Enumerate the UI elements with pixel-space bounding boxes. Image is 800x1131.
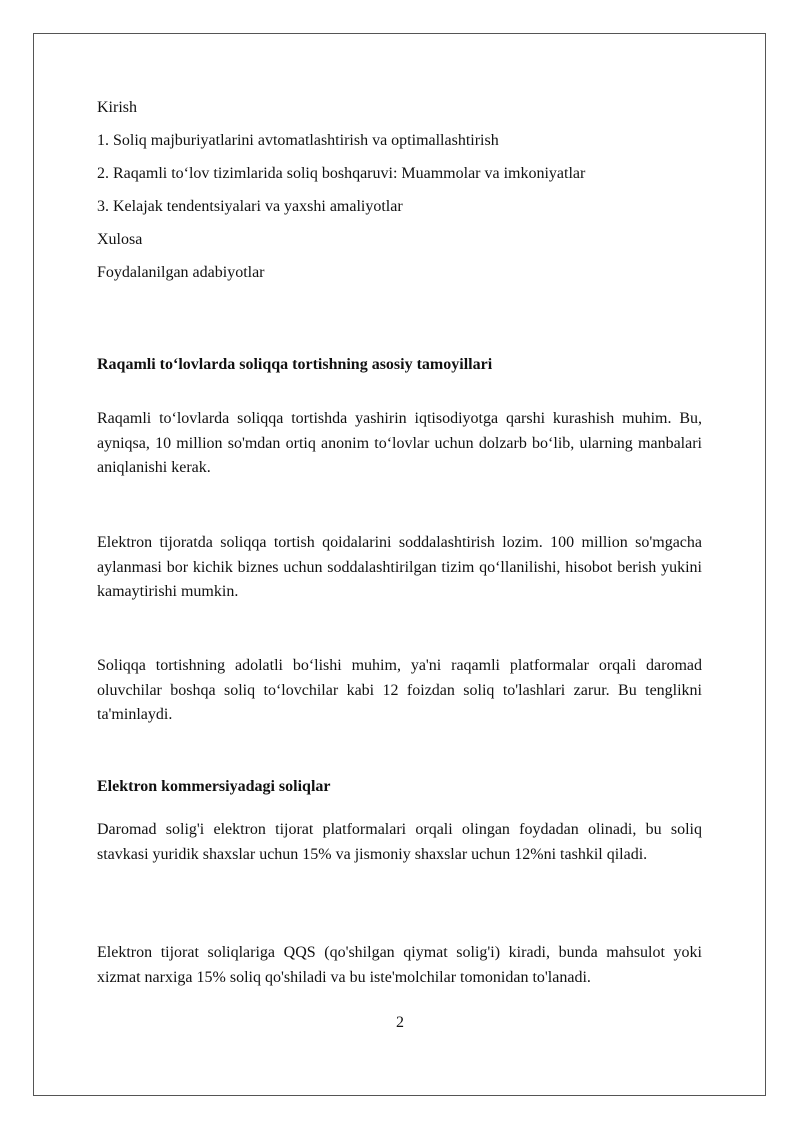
toc-item-3: 3. Kelajak tendentsiyalari va yaxshi amaliyotlar [97, 198, 403, 215]
table-of-contents [97, 96, 707, 294]
paragraph: Soliqqa tortishning adolatli bo‘lishi muhim, ya'ni raqamli platformalar orqali daromad oluvchilar boshqa soliq to‘lovchilar kabi 12 foizdan soliq to'lashlari zarur. Bu tenglikni ta'minlaydi. [97, 657, 702, 723]
toc-item-1: 1. Soliq majburiyatlarini avtomatlashtirish va optimallashtirish [97, 132, 499, 149]
page-number: 2 [396, 1014, 404, 1031]
paragraph: Elektron tijorat soliqlariga QQS (qo'shilgan qiymat solig'i) kiradi, bunda mahsulot yoki xizmat narxiga 15% soliq qo'shiladi va bu iste'molchilar tomonidan to'lanadi. [97, 944, 702, 986]
section-heading-ecommerce-taxes: Elektron kommersiyadagi soliqlar [97, 778, 331, 795]
paragraph: Daromad solig'i elektron tijorat platformalari orqali olingan foydadan olinadi, bu soliq stavkasi yuridik shaxslar uchun 15% va jismoniy shaxslar uchun 12%ni tashkil qiladi. [97, 821, 702, 863]
toc-item-conclusion: Xulosa [97, 231, 143, 248]
toc-item-intro: Kirish [97, 99, 137, 116]
section-heading-principles: Raqamli to‘lovlarda soliqqa tortishning asosiy tamoyillari [97, 356, 493, 373]
toc-item-2: 2. Raqamli to‘lov tizimlarida soliq boshqaruvi: Muammolar va imkoniyatlar [97, 165, 586, 182]
paragraph: Raqamli to‘lovlarda soliqqa tortishda yashirin iqtisodiyotga qarshi kurashish muhim. Bu, ayniqsa, 10 million so'mdan ortiq anonim to‘lovlar uchun dolzarb bo‘lib, ularning manbalari aniqlanishi kerak. [97, 410, 702, 476]
toc-item-references: Foydalanilgan adabiyotlar [97, 264, 265, 281]
paragraph: Elektron tijoratda soliqqa tortish qoidalarini soddalashtirish lozim. 100 million so'mgacha aylanmasi bor kichik biznes uchun soddalashtirilgan tizim qo‘llanilishi, hisobot berish yukini kamaytirishi mumkin. [97, 534, 702, 600]
